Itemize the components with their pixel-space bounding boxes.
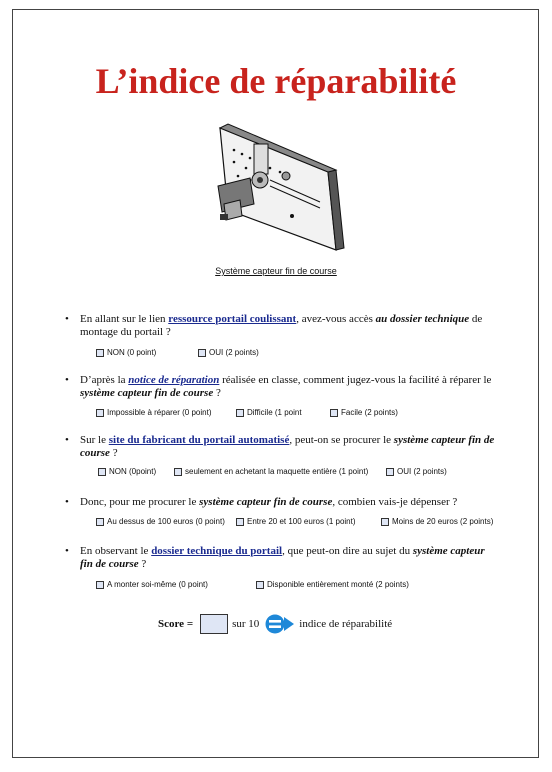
checkbox-option[interactable]: Facile (2 points): [330, 408, 398, 417]
checkbox-option[interactable]: Entre 20 et 100 euros (1 point): [236, 517, 356, 526]
checkbox[interactable]: [236, 518, 244, 526]
checkbox-option[interactable]: Disponible entièrement monté (2 points): [256, 580, 409, 589]
score-label: Score =: [158, 618, 194, 630]
question-1: [65, 313, 500, 339]
bullet: •: [65, 496, 69, 508]
figure-caption: Système capteur fin de course: [215, 266, 337, 276]
question-text: En observant le dossier technique du portail, que peut-on dire au sujet du système capteur fin de course ?: [80, 545, 485, 570]
checkbox[interactable]: [96, 581, 104, 589]
question-3: [65, 434, 500, 460]
question-text: Sur le site du fabricant du portail automatisé, peut-on se procurer le système capteur fin de course ?: [80, 434, 495, 459]
question-text: Donc, pour me procurer le système capteur fin de course, combien vais-je dépenser ?: [80, 496, 458, 508]
score-input[interactable]: [200, 614, 228, 634]
checkbox[interactable]: [98, 468, 106, 476]
question-2: [65, 374, 500, 400]
link-notice-reparation[interactable]: notice de réparation: [128, 374, 220, 386]
question-5: [65, 545, 500, 571]
checkbox[interactable]: [96, 518, 104, 526]
checkbox[interactable]: [236, 409, 244, 417]
checkbox-option[interactable]: A monter soi-même (0 point): [96, 580, 208, 589]
checkbox[interactable]: [96, 409, 104, 417]
question-text: D’après la notice de réparation réalisée en classe, comment jugez-vous la facilité à réparer le système capteur fin de course ?: [80, 374, 492, 399]
question-text: En allant sur le lien ressource portail coulissant, avez-vous accès au dossier technique de montage du portail ?: [80, 313, 483, 338]
link-dossier-technique[interactable]: dossier technique du portail: [151, 545, 283, 557]
page-title: L’indice de réparabilité: [95, 61, 457, 101]
checkbox-option[interactable]: Impossible à réparer (0 point): [96, 408, 212, 417]
checkbox[interactable]: [198, 349, 206, 357]
capteur-mecanisme-drawing: [210, 120, 346, 260]
link-site-fabricant[interactable]: site du fabricant du portail automatisé: [108, 434, 290, 446]
checkbox-option[interactable]: NON (0point): [98, 467, 156, 476]
checkbox[interactable]: [386, 468, 394, 476]
checkbox[interactable]: [96, 349, 104, 357]
checkbox[interactable]: [381, 518, 389, 526]
checkbox-option[interactable]: Difficile (1 point: [236, 408, 302, 417]
checkbox-option[interactable]: seulement en achetant la maquette entière (1 point): [174, 467, 368, 476]
checkbox-option[interactable]: OUI (2 points): [198, 348, 259, 357]
score-result-label: indice de réparabilité: [299, 618, 393, 630]
checkbox-option[interactable]: Au dessus de 100 euros (0 point): [96, 517, 225, 526]
score-row: [158, 614, 392, 634]
checkbox-option[interactable]: OUI (2 points): [386, 467, 447, 476]
checkbox-option[interactable]: Moins de 20 euros (2 points): [381, 517, 493, 526]
checkbox-option[interactable]: NON (0 point): [96, 348, 156, 357]
checkbox[interactable]: [256, 581, 264, 589]
link-ressource-portail[interactable]: ressource portail coulissant: [168, 313, 297, 325]
question-4: [65, 496, 500, 509]
bullet: •: [65, 374, 69, 386]
checkbox[interactable]: [174, 468, 182, 476]
arrow-right-icon: [265, 614, 295, 634]
bullet: •: [65, 434, 69, 446]
checkbox[interactable]: [330, 409, 338, 417]
bullet: •: [65, 313, 69, 325]
score-suffix: sur 10: [232, 618, 260, 630]
bullet: •: [65, 545, 69, 557]
